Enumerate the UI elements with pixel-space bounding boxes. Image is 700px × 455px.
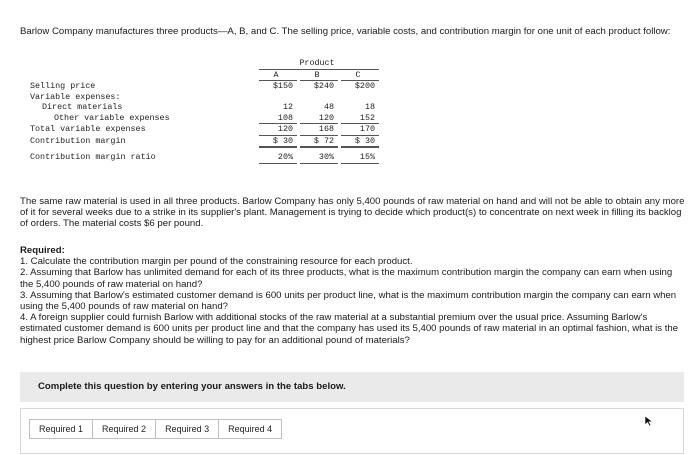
row-label: Direct materials (42, 102, 123, 112)
tabs-panel (20, 408, 684, 454)
required-item-3: 3. Assuming that Barlow's estimated customer demand is 600 units per product line, what is the maximum contribution margin the company can earn when using the 5,400 pounds of raw material on hand? (20, 289, 677, 313)
table-row (30, 81, 379, 92)
tab-bar (29, 419, 282, 439)
cell: $ 30 (259, 135, 297, 147)
table-row (30, 92, 379, 103)
cell: $200 (354, 81, 375, 91)
cell: 30% (300, 152, 338, 163)
col-header-c: C (341, 69, 379, 81)
instruction-bar: Complete this question by entering your answers in the tabs below. (20, 372, 684, 402)
cell: 12 (282, 102, 293, 112)
row-label: Contribution margin ratio (30, 152, 156, 163)
required-heading: Required: (20, 245, 65, 256)
tab-required-4[interactable]: Required 4 (219, 419, 282, 439)
cell: $150 (272, 81, 293, 91)
cell: $ 72 (300, 135, 338, 147)
required-item-4: 4. A foreign supplier could furnish Barlow with additional stocks of the raw material at a substantial premium over the usual price. Assuming Barlow's estimated customer demand is 600 units per product line and that the company has used its 5,400 pounds of raw material in an optimal fashion, what is the highest price Barlow Company should be willing to pay for an additional pound of materials? (20, 312, 679, 346)
required-item-1: 1. Calculate the contribution margin per pound of the constraining resource for each product. (20, 256, 413, 268)
cell: 152 (341, 113, 379, 124)
row-label: Total variable expenses (30, 124, 146, 134)
row-label: Variable expenses: (30, 91, 121, 102)
cell: 120 (300, 113, 338, 124)
cell: 170 (341, 124, 379, 136)
col-header-a: A (259, 69, 297, 81)
cell: 108 (259, 113, 297, 124)
cell: 15% (341, 152, 379, 163)
product-header: Product (259, 58, 379, 69)
cell: 18 (364, 102, 375, 112)
col-header-b: B (300, 69, 338, 81)
product-cost-table (30, 58, 379, 164)
tab-required-2[interactable]: Required 2 (93, 419, 156, 439)
problem-text: The same raw material is used in all three products. Barlow Company has only 5,400 pounds of raw material on hand and will not be able to obtain any more of it for several weeks due to a strike in its supplier's plant. Management is trying to decide which product(s) to concentrate on next week in filling its backlog of orders. The material costs $6 per pound. (20, 196, 685, 230)
cell: 168 (300, 124, 338, 136)
mouse-pointer-icon (644, 415, 654, 427)
tab-required-3[interactable]: Required 3 (156, 419, 219, 439)
cell: 120 (259, 124, 297, 136)
table-row (30, 102, 379, 113)
cell: $ 30 (341, 135, 379, 147)
table-row (30, 152, 379, 163)
tab-required-1[interactable]: Required 1 (29, 419, 93, 439)
required-item-2: 2. Assuming that Barlow has unlimited demand for each of its three products, what is the maximum contribution margin the company can earn when using the 5,400 pounds of raw material on hand? (20, 267, 673, 290)
row-label: Selling price (30, 80, 96, 91)
table-row (30, 135, 379, 147)
intro-text: Barlow Company manufactures three products—A, B, and C. The selling price, variable costs, and contribution margin for one unit of each product follow: (20, 26, 671, 37)
cell: $240 (313, 81, 334, 91)
cell: 48 (323, 102, 334, 112)
cell: 20% (259, 152, 297, 163)
required-section (20, 245, 688, 346)
row-label: Contribution margin (30, 135, 126, 146)
table-row (30, 113, 379, 124)
row-label: Other variable expenses (54, 112, 170, 123)
table-row (30, 124, 379, 136)
